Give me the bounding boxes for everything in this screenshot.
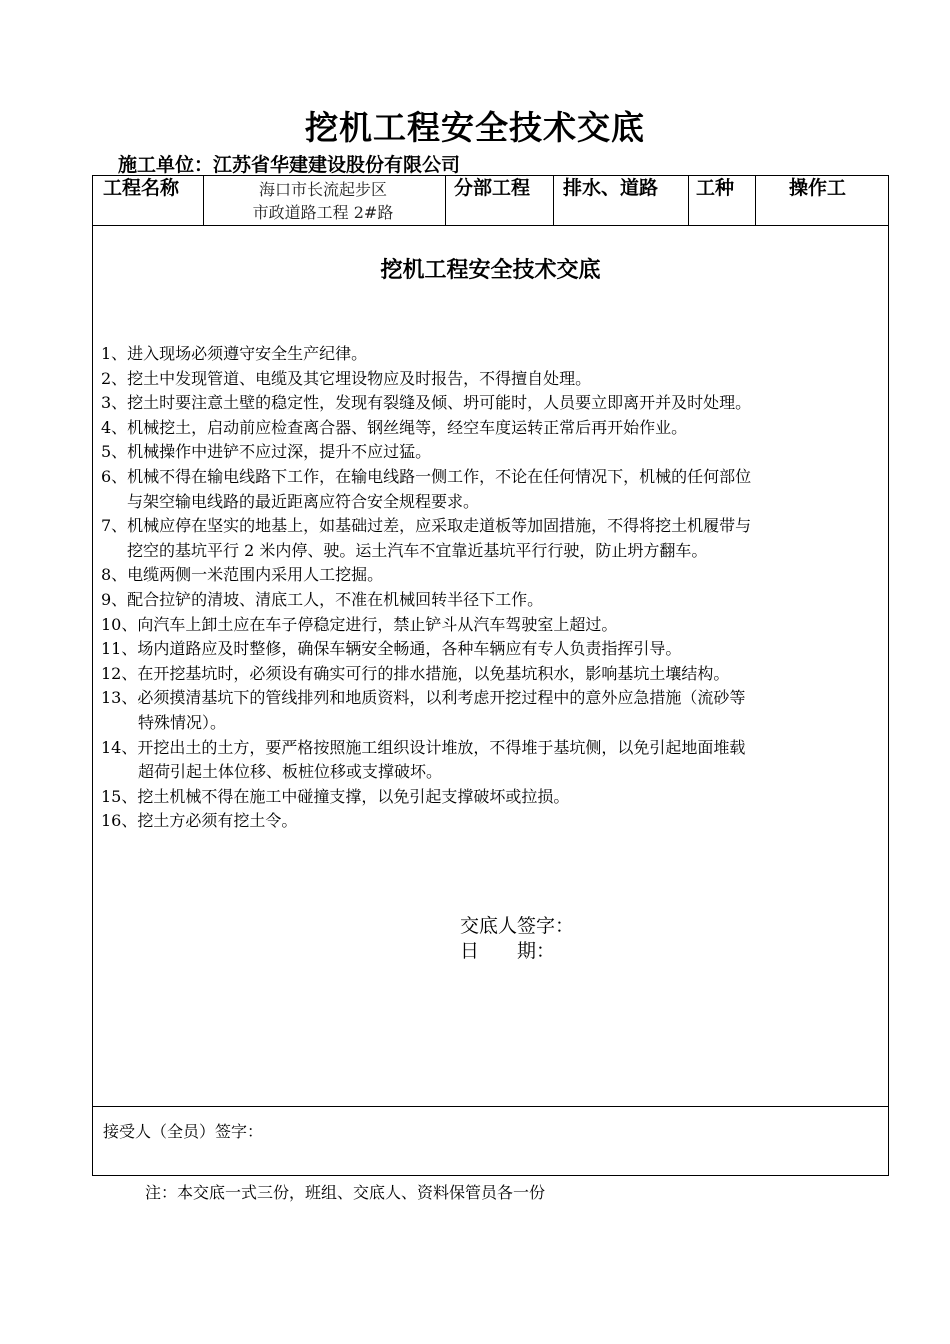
- list-item: 8、电缆两侧一米范围内采用人工挖掘。: [101, 565, 384, 585]
- list-item-continuation: 超荷引起土体位移、板桩位移或支撑破坏。: [138, 762, 443, 782]
- list-item: 9、配合拉铲的清坡、清底工人，不准在机械回转半径下工作。: [101, 589, 544, 609]
- project-name-value: [203, 178, 443, 224]
- date-label: 日 期：: [460, 940, 556, 962]
- body-heading: 挖机工程安全技术交底: [380, 258, 601, 283]
- list-item-continuation: 与架空输电线路的最近距离应符合安全规程要求。: [127, 491, 480, 511]
- list-item: 7、机械应停在坚实的地基上，如基础过差，应采取走道板等加固措施，不得将挖土机履带与: [101, 516, 752, 536]
- signature-block: [460, 914, 574, 964]
- disclosure-form-table: [92, 175, 889, 1176]
- document-title: 挖机工程安全技术交底: [305, 108, 645, 147]
- column-divider: [755, 176, 756, 225]
- list-item: 10、向汽车上卸土应在车子停稳定进行，禁止铲斗从汽车驾驶室上超过。: [101, 614, 618, 634]
- construction-company: 施工单位：江苏省华建建设股份有限公司: [118, 154, 461, 176]
- column-divider: [553, 176, 554, 225]
- project-name-line: 海口市长流起步区: [258, 180, 387, 199]
- list-item: 1、进入现场必须遵守安全生产纪律。: [101, 344, 368, 363]
- trade-label: 工种: [696, 177, 735, 199]
- project-name-label: 工程名称: [103, 177, 180, 199]
- list-item: 16、挖土方必须有挖土令。: [101, 811, 298, 831]
- list-item-continuation: 特殊情况）。: [138, 712, 227, 732]
- list-item: 12、在开挖基坑时，必须设有确实可行的排水措施，以免基坑积水，影响基坑土壤结构。: [101, 663, 730, 683]
- list-item: 3、挖土时要注意土壁的稳定性，发现有裂缝及倾、坍可能时，人员要立即离开并及时处理。: [101, 393, 752, 413]
- section-value: 排水、道路: [563, 177, 659, 199]
- project-name-line: 市政道路工程 2#路: [252, 203, 394, 222]
- list-item: 11、场内道路应及时整修，确保车辆安全畅通，各种车辆应有专人负责指挥引导。: [101, 639, 682, 659]
- list-item: 6、机械不得在输电线路下工作，在输电线路一侧工作，不论在任何情况下，机械的任何部位: [101, 466, 752, 486]
- column-divider: [688, 176, 689, 225]
- list-item: 4、机械挖土，启动前应检查离合器、钢丝绳等，经空车度运转正常后再开始作业。: [101, 417, 688, 437]
- receiver-signature-label: 接受人（全员）签字：: [103, 1122, 264, 1141]
- section-label: 分部工程: [454, 177, 531, 199]
- list-item: 14、开挖出土的土方，要严格按照施工组织设计堆放，不得堆于基坑侧，以免引起地面堆载: [101, 737, 746, 757]
- trade-value: 操作工: [789, 177, 847, 199]
- row-divider: [93, 1106, 888, 1107]
- list-item: 2、挖土中发现管道、电缆及其它埋设物应及时报告，不得擅自处理。: [101, 368, 592, 388]
- footnote: 注：本交底一式三份，班组、交底人、资料保管员各一份: [145, 1183, 546, 1202]
- list-item: 13、必须摸清基坑下的管线排列和地质资料，以利考虑开挖过程中的意外应急措施（流砂等: [101, 688, 746, 708]
- safety-items-list: [101, 342, 886, 834]
- list-item: 15、挖土机械不得在施工中碰撞支撑，以免引起支撑破坏或拉损。: [101, 786, 570, 806]
- signer-label: 交底人签字：: [460, 915, 575, 937]
- row-divider: [93, 225, 888, 226]
- column-divider: [445, 176, 446, 225]
- list-item: 5、机械操作中进铲不应过深，提升不应过猛。: [101, 442, 432, 462]
- list-item-continuation: 挖空的基坑平行 2 米内停、驶。运土汽车不宜靠近基坑平行行驶，防止坍方翻车。: [127, 540, 708, 560]
